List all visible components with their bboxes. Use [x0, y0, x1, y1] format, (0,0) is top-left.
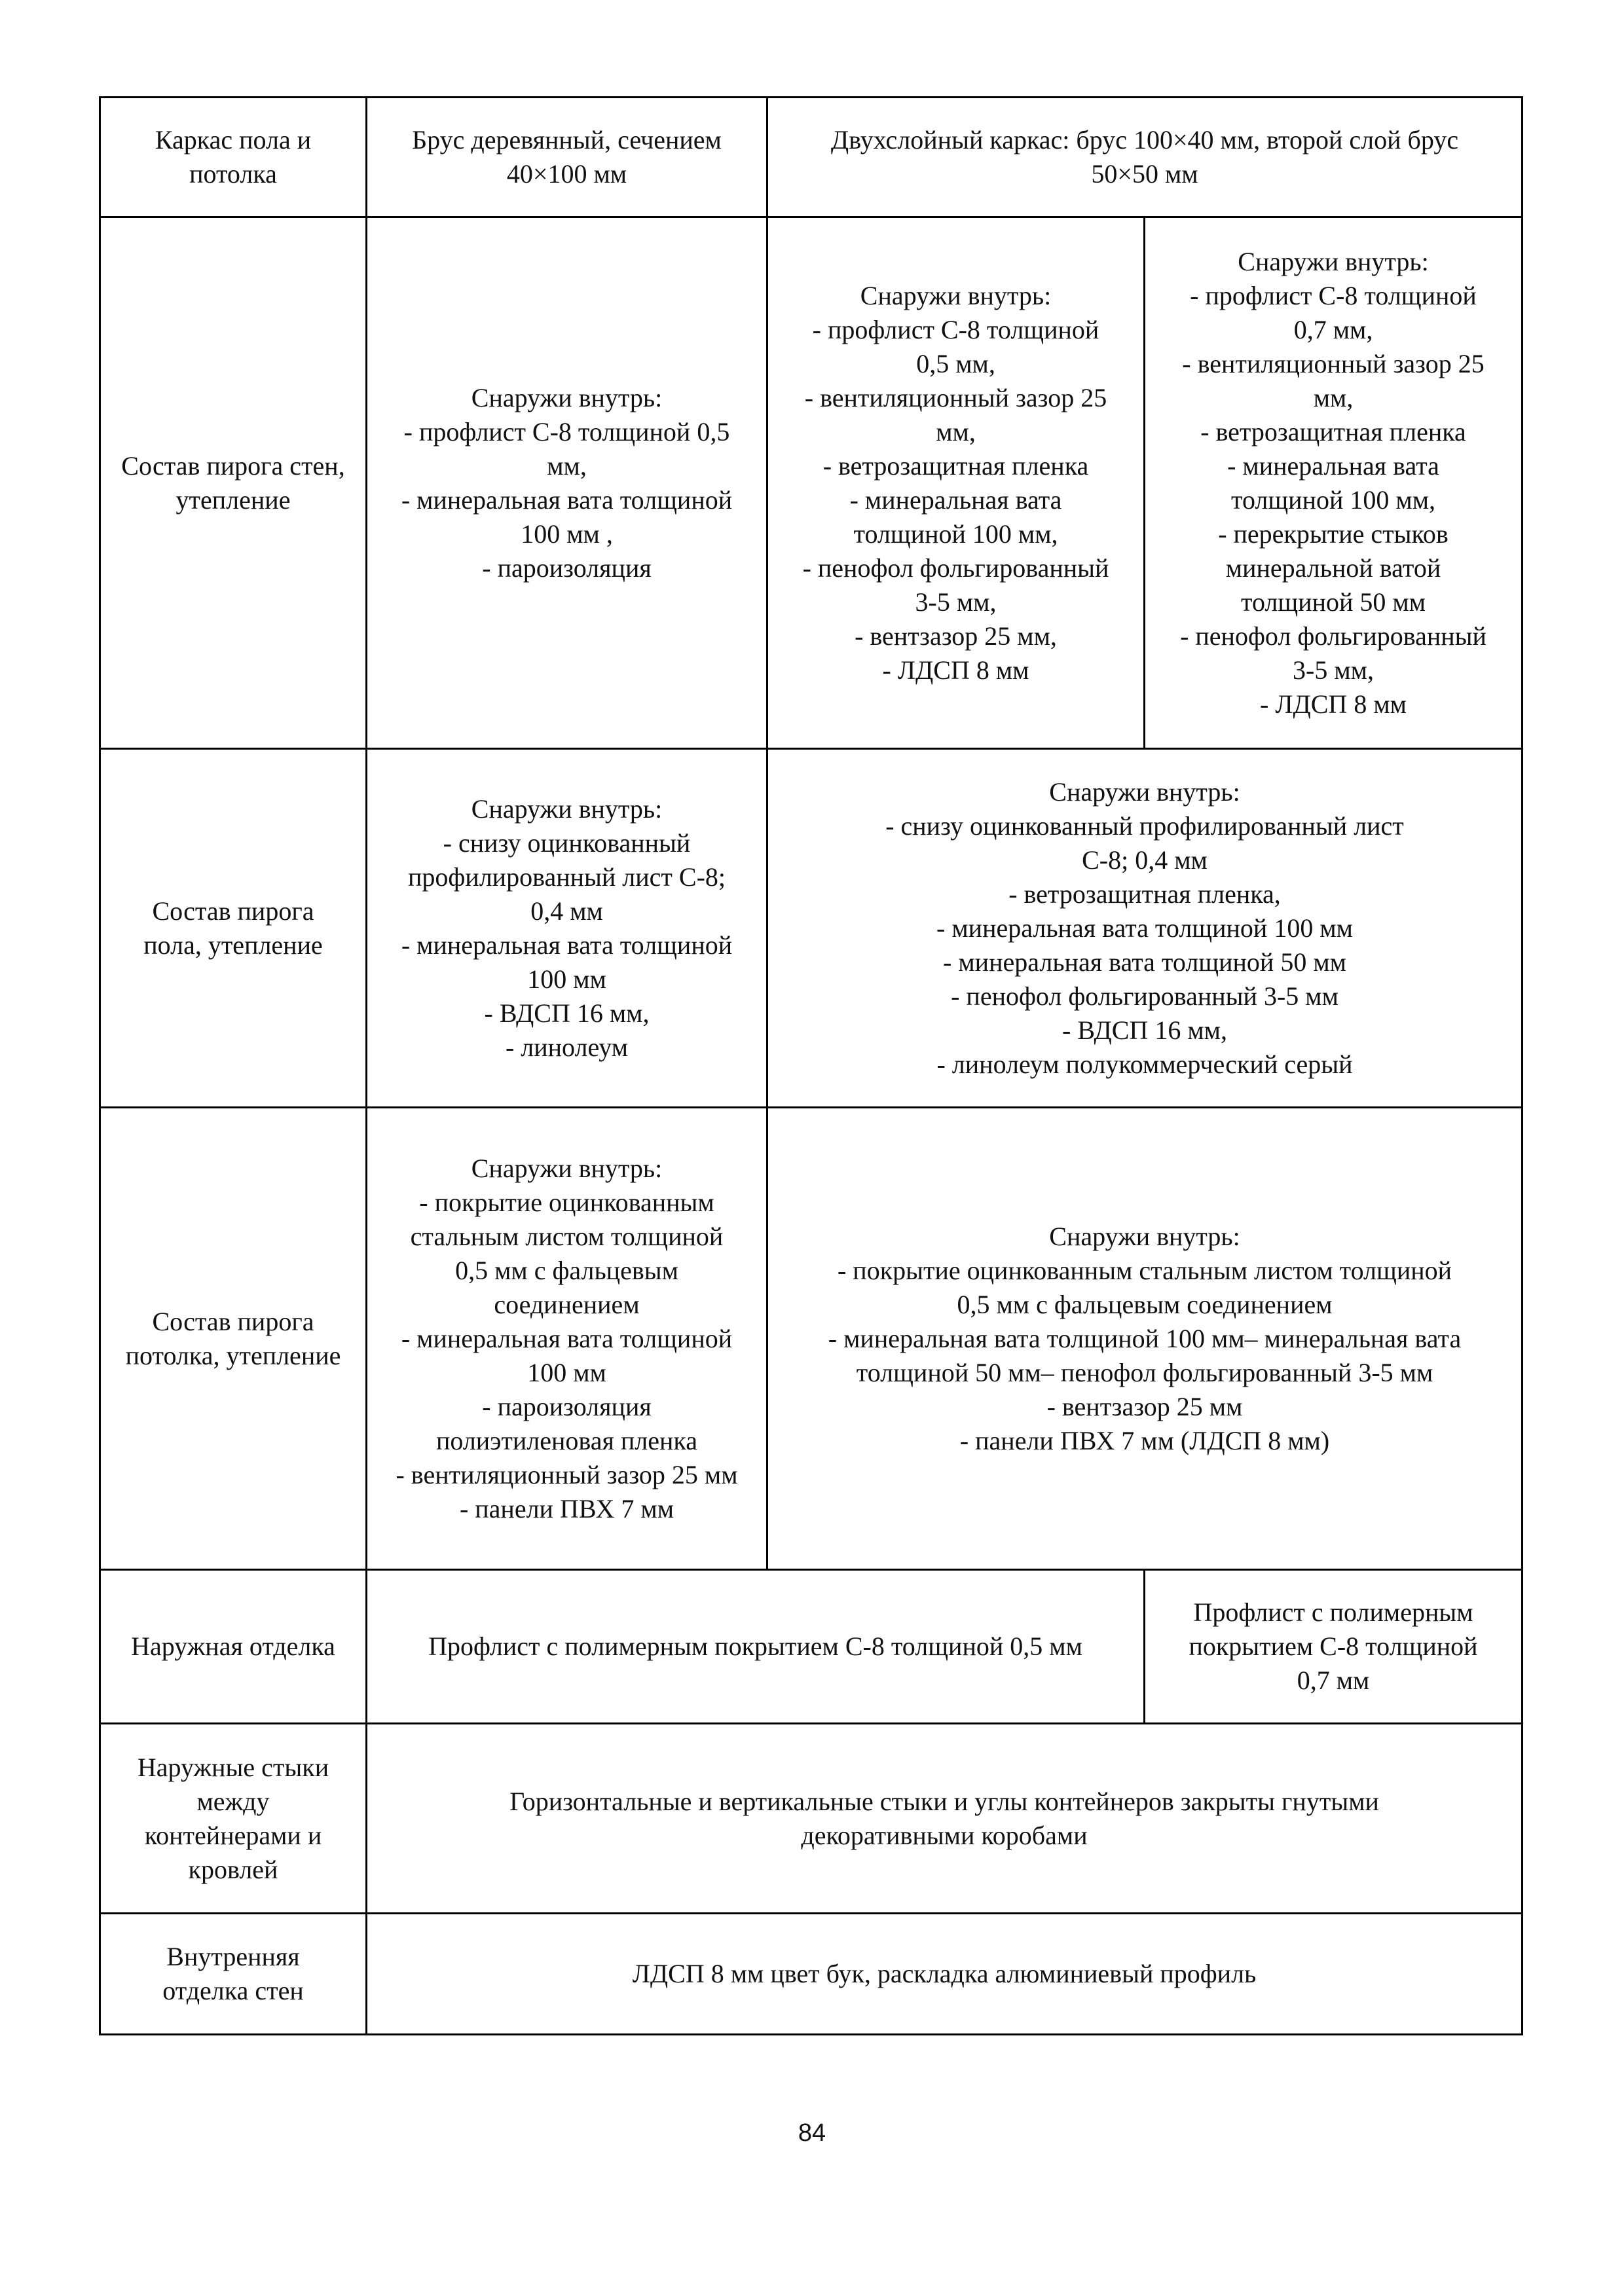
- table-row-ceiling: [100, 1108, 1522, 1570]
- row-label: Состав пирога потолка, утепление: [100, 1108, 367, 1570]
- table-cell: Двухслойный каркас: брус 100×40 мм, второй слой брус 50×50 мм: [767, 98, 1522, 217]
- row-label: Состав пирога стен, утепление: [100, 217, 367, 749]
- table-row-frame: [100, 98, 1522, 217]
- page-number: 84: [798, 2119, 826, 2147]
- row-label: Наружные стыки между контейнерами и кровлей: [100, 1724, 367, 1914]
- table-row-exterior-joints: [100, 1724, 1522, 1914]
- table-cell: Брус деревянный, сечением 40×100 мм: [367, 98, 767, 217]
- table-cell: Снаружи внутрь: - профлист С-8 толщиной 0,5 мм, - вентиляционный зазор 25 мм, - ветрозащитная пленка - минеральная вата толщиной 100 мм, - пенофол фольгированный 3-5 мм, - вентзазор 25 мм, - ЛДСП 8 мм: [767, 217, 1145, 749]
- table-cell: Снаружи внутрь: - покрытие оцинкованным стальным листом толщиной 0,5 мм с фальцевым соединением - минеральная вата толщиной 100 мм– минеральная вата толщиной 50 мм– пенофол фольгированный 3-5 мм - вентзазор 25 мм - панели ПВХ 7 мм (ЛДСП 8 мм): [767, 1108, 1522, 1570]
- table-row-interior-walls: [100, 1914, 1522, 2035]
- table-cell: Снаружи внутрь: - снизу оцинкованный профилированный лист С-8; 0,4 мм - минеральная вата толщиной 100 мм - ВДСП 16 мм, - линолеум: [367, 749, 767, 1108]
- row-label: Состав пирога пола, утепление: [100, 749, 367, 1108]
- row-label: Внутренняя отделка стен: [100, 1914, 367, 2035]
- row-label: Наружная отделка: [100, 1570, 367, 1724]
- table-cell: Снаружи внутрь: - снизу оцинкованный профилированный лист С-8; 0,4 мм - ветрозащитная пленка, - минеральная вата толщиной 100 мм - минеральная вата толщиной 50 мм - пенофол фольгированный 3-5 мм - ВДСП 16 мм, - линолеум полукоммерческий серый: [767, 749, 1522, 1108]
- table-cell: ЛДСП 8 мм цвет бук, раскладка алюминиевый профиль: [367, 1914, 1522, 2035]
- specification-table: [99, 96, 1523, 2035]
- table-cell: Снаружи внутрь: - профлист С-8 толщиной 0,7 мм, - вентиляционный зазор 25 мм, - ветрозащитная пленка - минеральная вата толщиной 100 мм, - перекрытие стыков минеральной ватой толщиной 50 мм - пенофол фольгированный 3-5 мм, - ЛДСП 8 мм: [1145, 217, 1522, 749]
- table-cell: Профлист с полимерным покрытием С-8 толщиной 0,5 мм: [367, 1570, 1145, 1724]
- table-cell: Горизонтальные и вертикальные стыки и углы контейнеров закрыты гнутыми декоративными коробами: [367, 1724, 1522, 1914]
- table-cell: Снаружи внутрь: - покрытие оцинкованным стальным листом толщиной 0,5 мм с фальцевым соединением - минеральная вата толщиной 100 мм - пароизоляция полиэтиленовая пленка - вентиляционный зазор 25 мм - панели ПВХ 7 мм: [367, 1108, 767, 1570]
- table-cell: Профлист с полимерным покрытием С-8 толщиной 0,7 мм: [1145, 1570, 1522, 1724]
- table-row-exterior-finish: [100, 1570, 1522, 1724]
- table-cell: Снаружи внутрь: - профлист С-8 толщиной 0,5 мм, - минеральная вата толщиной 100 мм , - пароизоляция: [367, 217, 767, 749]
- row-label: Каркас пола и потолка: [100, 98, 367, 217]
- table-row-walls: [100, 217, 1522, 749]
- table-row-floor: [100, 749, 1522, 1108]
